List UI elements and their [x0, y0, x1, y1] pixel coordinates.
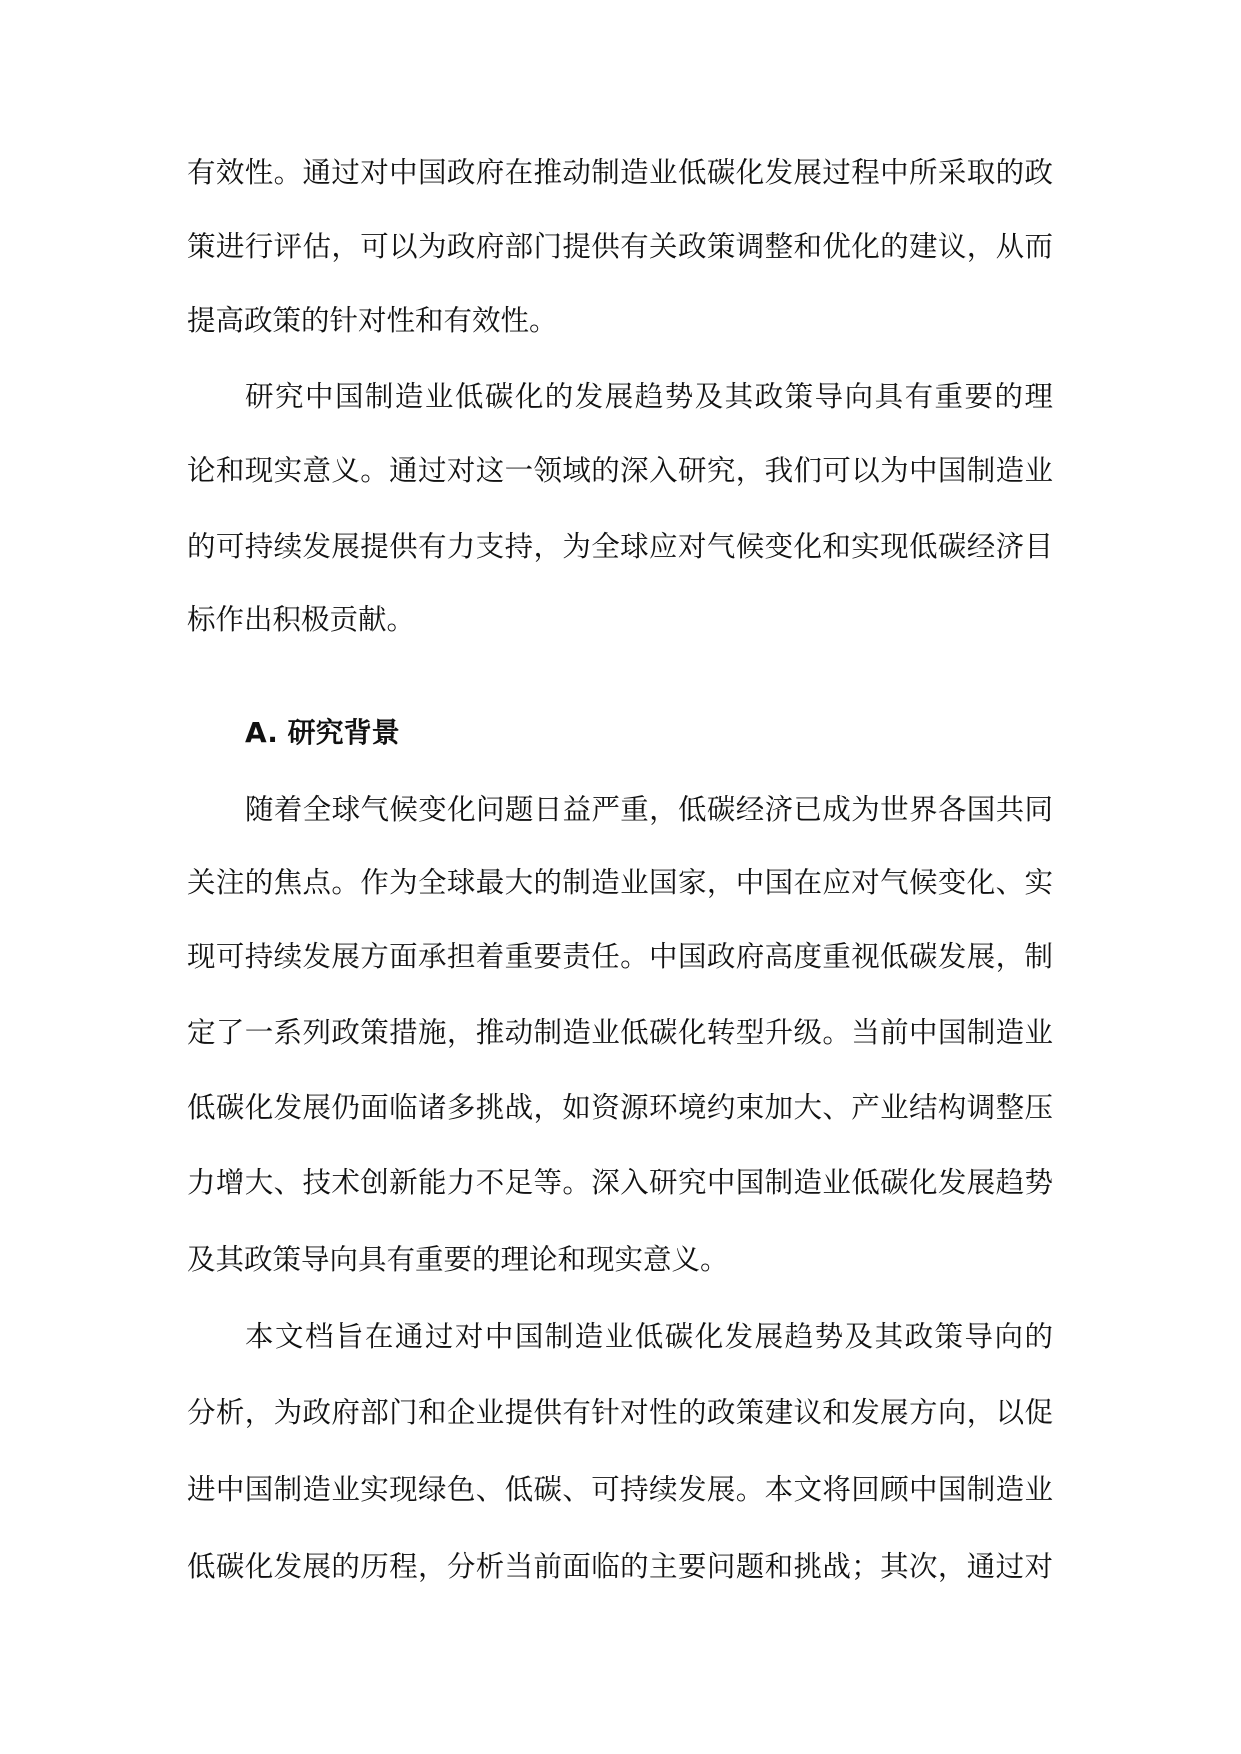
- text-line: 分析，为政府部门和企业提供有针对性的政策建议和发展方向，以促: [187, 1396, 1053, 1429]
- section-heading: A. 研究背景: [245, 716, 400, 749]
- text-line: 的可持续发展提供有力支持，为全球应对气候变化和实现低碳经济目: [187, 530, 1053, 563]
- text-line: 力增大、技术创新能力不足等。深入研究中国制造业低碳化发展趋势: [187, 1166, 1053, 1199]
- text-line: 低碳化发展的历程，分析当前面临的主要问题和挑战；其次，通过对: [187, 1550, 1053, 1583]
- text-line: 策进行评估，可以为政府部门提供有关政策调整和优化的建议，从而: [187, 230, 1053, 263]
- text-line: 本文档旨在通过对中国制造业低碳化发展趋势及其政策导向的: [245, 1320, 1053, 1353]
- text-line: 现可持续发展方面承担着重要责任。中国政府高度重视低碳发展，制: [187, 940, 1053, 973]
- text-line: 随着全球气候变化问题日益严重，低碳经济已成为世界各国共同: [245, 793, 1053, 826]
- text-line: 低碳化发展仍面临诸多挑战，如资源环境约束加大、产业结构调整压: [187, 1091, 1053, 1124]
- text-line: 研究中国制造业低碳化的发展趋势及其政策导向具有重要的理: [245, 380, 1053, 413]
- text-line: 关注的焦点。作为全球最大的制造业国家，中国在应对气候变化、实: [187, 866, 1053, 899]
- text-line: 论和现实意义。通过对这一领域的深入研究，我们可以为中国制造业: [187, 454, 1053, 487]
- text-line: 提高政策的针对性和有效性。: [187, 304, 558, 337]
- text-line: 有效性。通过对中国政府在推动制造业低碳化发展过程中所采取的政: [187, 156, 1053, 189]
- text-line: 进中国制造业实现绿色、低碳、可持续发展。本文将回顾中国制造业: [187, 1473, 1053, 1506]
- text-line: 定了一系列政策措施，推动制造业低碳化转型升级。当前中国制造业: [187, 1016, 1053, 1049]
- text-line: 标作出积极贡献。: [187, 603, 416, 636]
- text-line: 及其政策导向具有重要的理论和现实意义。: [187, 1243, 729, 1276]
